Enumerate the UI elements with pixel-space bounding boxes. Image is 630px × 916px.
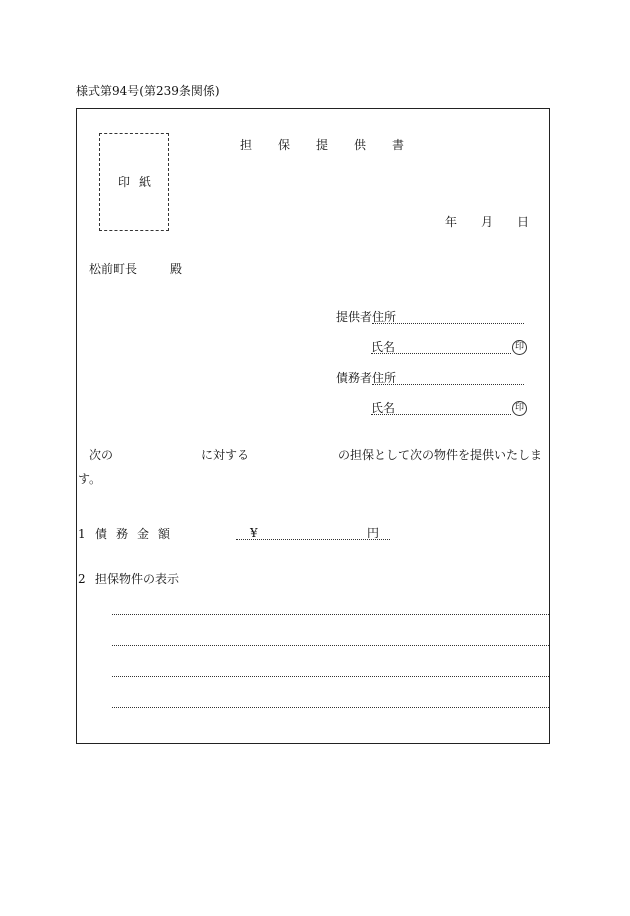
item1-currency: ¥ <box>250 526 258 540</box>
debtor-address-label: 債務者住所 <box>336 371 397 385</box>
form-number: 様式第94号(第239条関係) <box>76 84 220 98</box>
item2-number: 2 <box>78 572 86 586</box>
addressee-name: 松前町長 <box>89 262 138 276</box>
document-title: 担保提供書 <box>240 138 431 152</box>
debtor-seal-mark: 印 <box>512 401 527 416</box>
provider-name-line[interactable] <box>371 353 511 354</box>
statement-part4: す。 <box>78 472 102 486</box>
date-month: 月 <box>481 215 494 229</box>
addressee-honorific: 殿 <box>170 262 183 276</box>
date-day: 日 <box>517 215 530 229</box>
provider-address-label: 提供者住所 <box>336 310 397 324</box>
date-year: 年 <box>445 215 458 229</box>
debtor-name-label: 氏名 <box>371 401 396 415</box>
debtor-name-line[interactable] <box>371 414 511 415</box>
revenue-stamp-label: 印紙 <box>118 175 161 189</box>
collateral-line[interactable] <box>112 676 549 677</box>
provider-address-line[interactable] <box>372 323 524 324</box>
provider-seal-mark: 印 <box>512 340 527 355</box>
statement-part2: に対する <box>201 448 250 462</box>
statement-part1: 次の <box>89 448 114 462</box>
debtor-address-line[interactable] <box>372 384 524 385</box>
collateral-line[interactable] <box>112 645 549 646</box>
item1-number: 1 <box>78 527 86 541</box>
item2-label: 担保物件の表示 <box>95 572 180 586</box>
collateral-line[interactable] <box>112 614 549 615</box>
statement-part3: の担保として次の物件を提供いたしま <box>338 448 543 462</box>
item1-amount-line[interactable] <box>236 539 390 540</box>
provider-name-label: 氏名 <box>371 340 396 354</box>
collateral-line[interactable] <box>112 707 549 708</box>
item1-label: 債務金額 <box>95 527 180 541</box>
addressee <box>89 263 182 275</box>
item1-unit: 円 <box>367 526 380 540</box>
date-line <box>445 216 529 228</box>
